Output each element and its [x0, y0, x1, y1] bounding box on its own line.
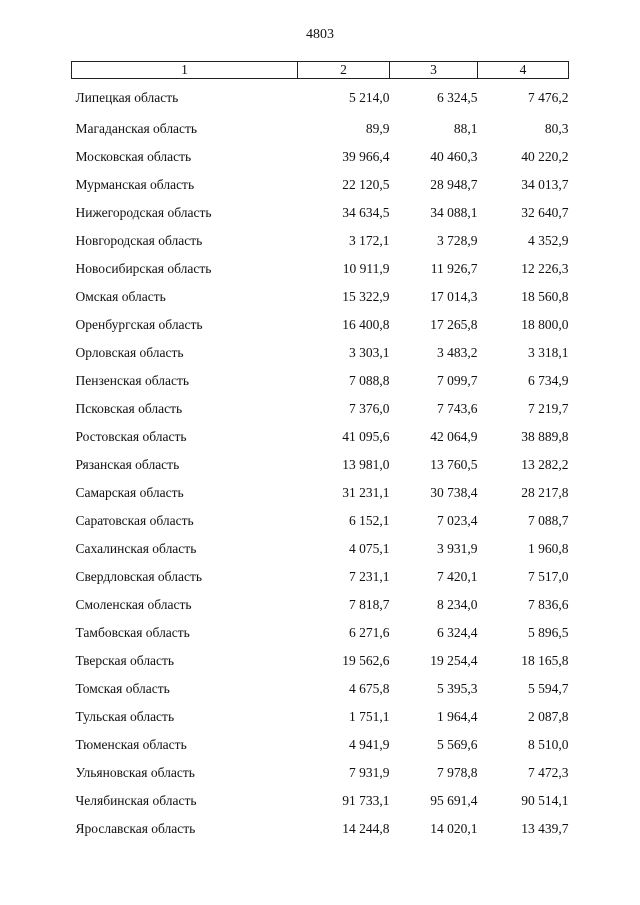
value-cell-column-2: 16 400,8	[342, 317, 390, 332]
value-cell-column-2: 10 911,9	[342, 261, 390, 276]
value-cell-column-2: 7 931,9	[349, 765, 390, 780]
value-cell-column-3: 1 964,4	[437, 709, 478, 724]
value-cell-column-4: 90 514,1	[521, 793, 569, 808]
value-cell-column-2: 3 303,1	[349, 345, 390, 360]
value-cell-column-3: 6 324,5	[437, 90, 478, 105]
value-cell-column-3: 6 324,4	[437, 625, 478, 640]
value-cell-column-2: 41 095,6	[342, 429, 390, 444]
value-cell-column-2: 22 120,5	[342, 177, 390, 192]
table-row	[72, 787, 569, 815]
value-cell-column-3: 28 948,7	[430, 177, 478, 192]
region-name-cell: Смоленская область	[75, 597, 192, 612]
value-cell-column-4: 18 165,8	[521, 653, 569, 668]
data-table	[71, 61, 569, 843]
region-name-cell: Мурманская область	[75, 177, 195, 192]
value-cell-column-4: 32 640,7	[521, 205, 569, 220]
value-cell-column-2: 7 818,7	[349, 597, 390, 612]
table-row	[72, 479, 569, 507]
table-row	[72, 283, 569, 311]
region-name-cell: Оренбургская область	[75, 317, 203, 332]
value-cell-column-4: 12 226,3	[521, 261, 569, 276]
region-name-cell: Свердловская область	[75, 569, 202, 584]
region-name-cell: Пензенская область	[75, 373, 189, 388]
value-cell-column-4: 7 472,3	[528, 765, 569, 780]
value-cell-column-3: 13 760,5	[430, 457, 478, 472]
table-row	[72, 591, 569, 619]
value-cell-column-3: 3 728,9	[437, 233, 478, 248]
region-name-cell: Ростовская область	[75, 429, 187, 444]
table-row	[72, 815, 569, 843]
value-cell-column-2: 3 172,1	[349, 233, 390, 248]
table-row	[72, 367, 569, 395]
column-header-1: 1	[72, 62, 298, 79]
column-header-2: 2	[298, 62, 390, 79]
value-cell-column-3: 7 099,7	[437, 373, 478, 388]
value-cell-column-2: 14 244,8	[342, 821, 390, 836]
region-name-cell: Тамбовская область	[75, 625, 190, 640]
value-cell-column-3: 42 064,9	[430, 429, 478, 444]
region-name-cell: Тверская область	[75, 653, 175, 668]
region-name-cell: Новосибирская область	[75, 261, 212, 276]
table-row	[72, 675, 569, 703]
region-name-cell: Магаданская область	[75, 121, 198, 136]
value-cell-column-2: 5 214,0	[349, 90, 390, 105]
value-cell-column-2: 4 075,1	[349, 541, 390, 556]
value-cell-column-4: 28 217,8	[521, 485, 569, 500]
value-cell-column-3: 5 395,3	[437, 681, 478, 696]
value-cell-column-2: 39 966,4	[342, 149, 390, 164]
column-header-3: 3	[390, 62, 478, 79]
value-cell-column-2: 1 751,1	[349, 709, 390, 724]
value-cell-column-4: 8 510,0	[528, 737, 569, 752]
region-name-cell: Челябинская область	[75, 793, 197, 808]
value-cell-column-3: 8 234,0	[437, 597, 478, 612]
table-row	[72, 759, 569, 787]
header-row	[72, 62, 569, 79]
table-row	[72, 115, 569, 143]
value-cell-column-4: 5 896,5	[528, 625, 569, 640]
value-cell-column-2: 6 271,6	[349, 625, 390, 640]
column-header-4: 4	[478, 62, 569, 79]
table-row	[72, 395, 569, 423]
table-row	[72, 171, 569, 199]
value-cell-column-2: 19 562,6	[342, 653, 390, 668]
value-cell-column-4: 6 734,9	[528, 373, 569, 388]
table-row	[72, 339, 569, 367]
table-row	[72, 199, 569, 227]
value-cell-column-3: 3 483,2	[437, 345, 478, 360]
value-cell-column-4: 3 318,1	[528, 345, 569, 360]
value-cell-column-2: 89,9	[365, 121, 390, 136]
value-cell-column-4: 4 352,9	[528, 233, 569, 248]
value-cell-column-4: 7 219,7	[528, 401, 569, 416]
value-cell-column-4: 80,3	[544, 121, 569, 136]
region-name-cell: Тульская область	[75, 709, 175, 724]
region-name-cell: Новгородская область	[75, 233, 203, 248]
region-name-cell: Самарская область	[75, 485, 184, 500]
table-row	[72, 535, 569, 563]
value-cell-column-4: 7 517,0	[528, 569, 569, 584]
value-cell-column-4: 7 836,6	[528, 597, 569, 612]
value-cell-column-4: 18 560,8	[521, 289, 569, 304]
value-cell-column-3: 30 738,4	[430, 485, 478, 500]
value-cell-column-4: 7 088,7	[528, 513, 569, 528]
region-name-cell: Томская область	[75, 681, 170, 696]
value-cell-column-4: 40 220,2	[521, 149, 569, 164]
table-row	[72, 563, 569, 591]
value-cell-column-4: 34 013,7	[521, 177, 569, 192]
value-cell-column-3: 7 420,1	[437, 569, 478, 584]
value-cell-column-4: 7 476,2	[528, 90, 569, 105]
value-cell-column-3: 40 460,3	[430, 149, 478, 164]
value-cell-column-3: 5 569,6	[437, 737, 478, 752]
page-number: 4803	[306, 27, 334, 42]
table-row	[72, 731, 569, 759]
value-cell-column-2: 34 634,5	[342, 205, 390, 220]
table-row	[72, 311, 569, 339]
value-cell-column-3: 7 978,8	[437, 765, 478, 780]
table-row	[72, 143, 569, 171]
table-row	[72, 703, 569, 731]
region-name-cell: Сахалинская область	[75, 541, 197, 556]
value-cell-column-3: 34 088,1	[430, 205, 478, 220]
region-name-cell: Саратовская область	[75, 513, 194, 528]
value-cell-column-2: 13 981,0	[342, 457, 390, 472]
value-cell-column-3: 11 926,7	[430, 261, 478, 276]
value-cell-column-2: 7 088,8	[349, 373, 390, 388]
table-row	[72, 507, 569, 535]
table-row	[72, 79, 569, 116]
value-cell-column-2: 15 322,9	[342, 289, 390, 304]
table-header	[72, 62, 569, 79]
table-row	[72, 227, 569, 255]
region-name-cell: Нижегородская область	[75, 205, 212, 220]
value-cell-column-2: 4 675,8	[349, 681, 390, 696]
value-cell-column-4: 5 594,7	[528, 681, 569, 696]
value-cell-column-4: 13 282,2	[521, 457, 569, 472]
region-name-cell: Ярославская область	[75, 821, 196, 836]
value-cell-column-3: 17 265,8	[430, 317, 478, 332]
region-name-cell: Тюменская область	[75, 737, 187, 752]
value-cell-column-3: 17 014,3	[430, 289, 478, 304]
value-cell-column-2: 7 376,0	[349, 401, 390, 416]
table-row	[72, 619, 569, 647]
value-cell-column-3: 3 931,9	[437, 541, 478, 556]
region-name-cell: Липецкая область	[75, 90, 179, 105]
value-cell-column-2: 6 152,1	[349, 513, 390, 528]
value-cell-column-3: 19 254,4	[430, 653, 478, 668]
value-cell-column-3: 88,1	[453, 121, 478, 136]
value-cell-column-4: 18 800,0	[521, 317, 569, 332]
region-name-cell: Орловская область	[75, 345, 184, 360]
value-cell-column-3: 95 691,4	[430, 793, 478, 808]
table-row	[72, 423, 569, 451]
value-cell-column-2: 31 231,1	[342, 485, 390, 500]
region-name-cell: Омская область	[75, 289, 166, 304]
value-cell-column-4: 38 889,8	[521, 429, 569, 444]
value-cell-column-3: 14 020,1	[430, 821, 478, 836]
value-cell-column-4: 2 087,8	[528, 709, 569, 724]
value-cell-column-2: 91 733,1	[342, 793, 390, 808]
table-row	[72, 255, 569, 283]
table-row	[72, 451, 569, 479]
region-name-cell: Псковская область	[75, 401, 183, 416]
value-cell-column-4: 13 439,7	[521, 821, 569, 836]
region-name-cell: Ульяновская область	[75, 765, 195, 780]
value-cell-column-3: 7 023,4	[437, 513, 478, 528]
value-cell-column-2: 4 941,9	[349, 737, 390, 752]
region-name-cell: Московская область	[75, 149, 192, 164]
table-body	[72, 79, 569, 844]
region-name-cell: Рязанская область	[75, 457, 180, 472]
value-cell-column-3: 7 743,6	[437, 401, 478, 416]
table-row	[72, 647, 569, 675]
value-cell-column-4: 1 960,8	[528, 541, 569, 556]
value-cell-column-2: 7 231,1	[349, 569, 390, 584]
